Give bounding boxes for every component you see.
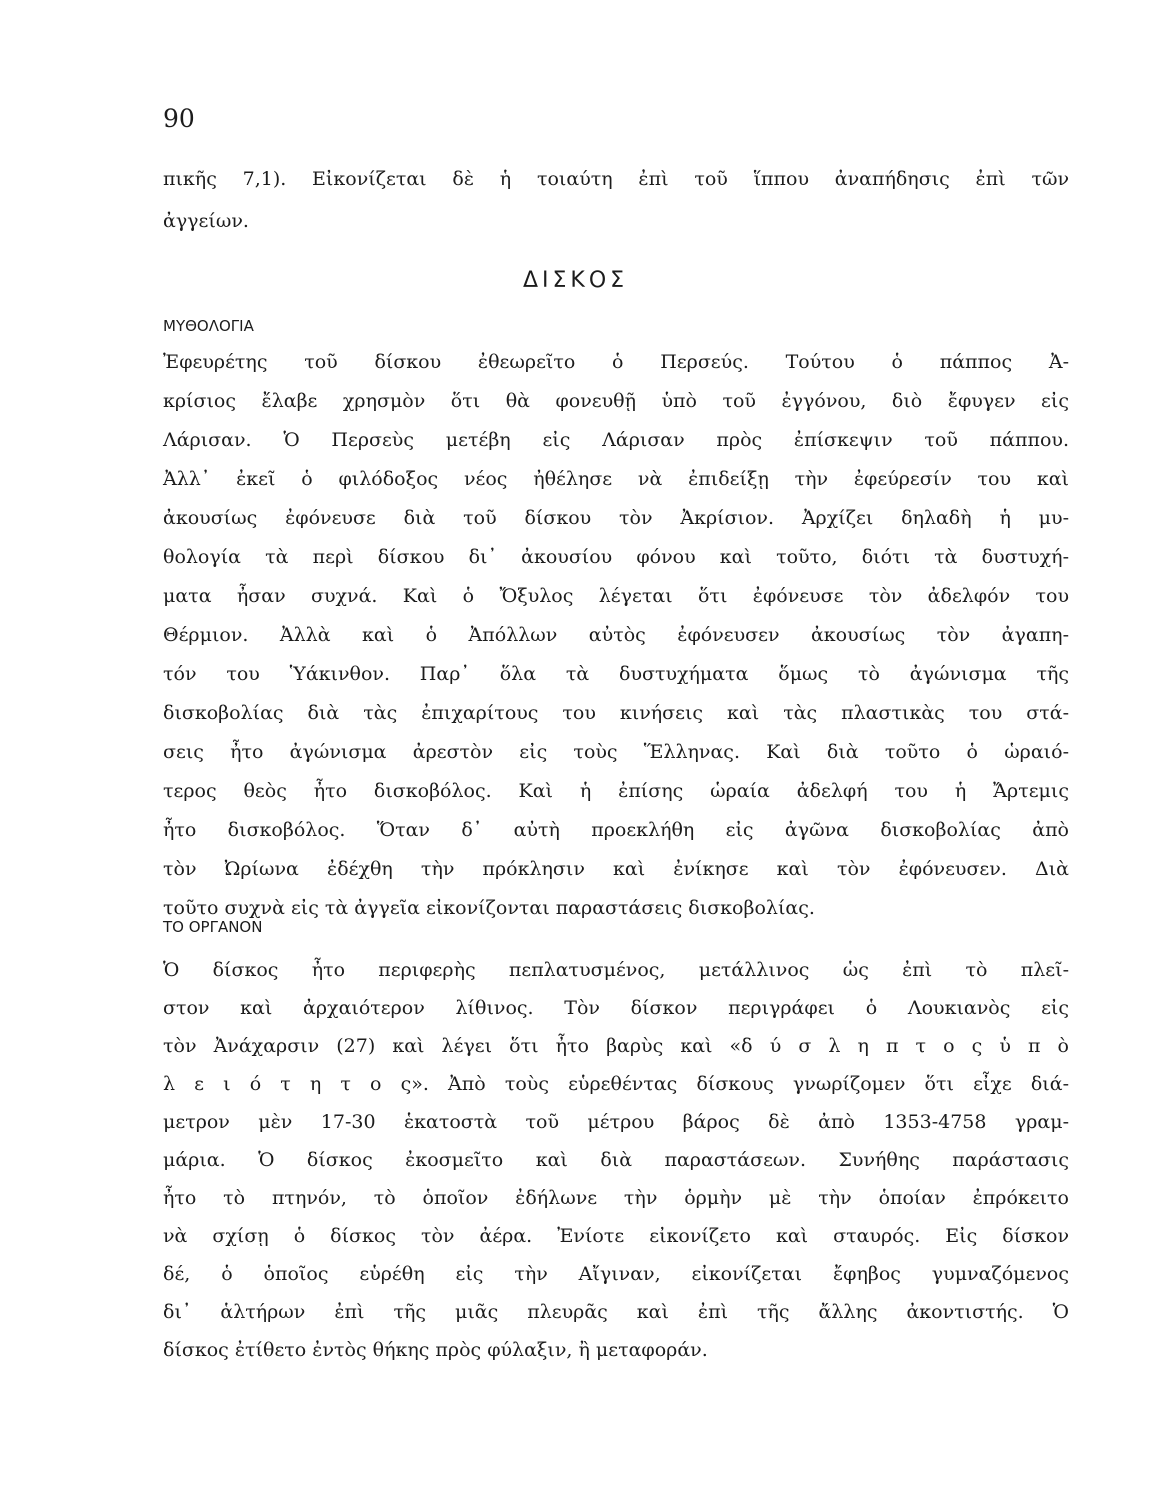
mythology-line-12: τερος θεὸς ἦτο δισκοβόλος. Καὶ ἡ ἐπίσης ὡραία ἀδελφή του ἡ Ἄρτεμις bbox=[163, 780, 1069, 802]
mythology-line-13: ἦτο δισκοβόλος. Ὅταν δ᾽ αὐτὴ προεκλήθη εἰς ἀγῶνα δισκοβολίας ἀπὸ bbox=[163, 819, 1069, 841]
mythology-line-14: τὸν Ὠρίωνα ἐδέχθη τὴν πρόκλησιν καὶ ἐνίκησε καὶ τὸν ἐφόνευσεν. Διὰ bbox=[163, 858, 1069, 880]
instrument-line-9: δέ, ὁ ὁποῖος εὑρέθη εἰς τὴν Αἴγιναν, εἰκονίζεται ἔφηβος γυμναζόμενος bbox=[163, 1263, 1069, 1285]
mythology-line-15: τοῦτο συχνὰ εἰς τὰ ἀγγεῖα εἰκονίζονται παραστάσεις δισκοβολίας. bbox=[163, 897, 815, 919]
mythology-line-2: κρίσιος ἔλαβε χρησμὸν ὅτι θὰ φονευθῇ ὑπὸ τοῦ ἐγγόνου, διὸ ἔφυγεν εἰς bbox=[163, 390, 1069, 412]
mythology-line-8: Θέρμιον. Ἀλλὰ καὶ ὁ Ἀπόλλων αὐτὸς ἐφόνευσεν ἀκουσίως τὸν ἀγαπη- bbox=[163, 624, 1069, 646]
mythology-line-9: τόν του Ὑάκινθον. Παρ᾽ ὅλα τὰ δυστυχήματα ὅμως τὸ ἀγώνισμα τῆς bbox=[163, 663, 1069, 685]
mythology-line-5: ἀκουσίως ἐφόνευσε διὰ τοῦ δίσκου τὸν Ἀκρίσιον. Ἀρχίζει δηλαδὴ ἡ μυ- bbox=[163, 507, 1069, 529]
mythology-line-11: σεις ἦτο ἀγώνισμα ἀρεστὸν εἰς τοὺς Ἕλληνας. Καὶ διὰ τοῦτο ὁ ὡραιό- bbox=[163, 741, 1069, 763]
mythology-line-7: ματα ἦσαν συχνά. Καὶ ὁ Ὄξυλος λέγεται ὅτι ἐφόνευσε τὸν ἀδελφόν του bbox=[163, 585, 1069, 607]
mythology-line-3: Λάρισαν. Ὁ Περσεὺς μετέβη εἰς Λάρισαν πρὸς ἐπίσκεψιν τοῦ πάππου. bbox=[163, 429, 1069, 451]
instrument-line-5: μετρον μὲν 17-30 ἑκατοστὰ τοῦ μέτρου βάρος δὲ ἀπὸ 1353-4758 γραμ- bbox=[163, 1111, 1069, 1133]
section-heading-mythology: ΜΥΘΟΛΟΓΙΑ bbox=[163, 317, 254, 335]
mythology-line-10: δισκοβολίας διὰ τὰς ἐπιχαρίτους του κινήσεις καὶ τὰς πλαστικὰς του στά- bbox=[163, 702, 1069, 724]
mythology-line-4: Ἀλλ᾽ ἐκεῖ ὁ φιλόδοξος νέος ἠθέλησε νὰ ἐπιδείξῃ τὴν ἐφεύρεσίν του καὶ bbox=[163, 468, 1069, 490]
instrument-line-3: τὸν Ἀνάχαρσιν (27) καὶ λέγει ὅτι ἦτο βαρὺς καὶ «δ ύ σ λ η π τ ο ς ὑ π ὸ bbox=[163, 1035, 1069, 1057]
instrument-line-1: Ὁ δίσκος ἦτο περιφερὴς πεπλατυσμένος, μετάλλινος ὡς ἐπὶ τὸ πλεῖ- bbox=[163, 959, 1069, 981]
intro-line-2: ἀγγείων. bbox=[163, 210, 249, 232]
instrument-line-11: δίσκος ἐτίθετο ἐντὸς θήκης πρὸς φύλαξιν, ἢ μεταφοράν. bbox=[163, 1339, 708, 1361]
instrument-line-2: στον καὶ ἀρχαιότερον λίθινος. Τὸν δίσκον περιγράφει ὁ Λουκιανὸς εἰς bbox=[163, 997, 1069, 1019]
intro-line-1: πικῆς 7,1). Εἰκονίζεται δὲ ἡ τοιαύτη ἐπὶ τοῦ ἵππου ἀναπήδησις ἐπὶ τῶν bbox=[163, 168, 1069, 190]
instrument-line-10: δι᾽ ἁλτήρων ἐπὶ τῆς μιᾶς πλευρᾶς καὶ ἐπὶ τῆς ἄλλης ἀκοντιστής. Ὁ bbox=[163, 1301, 1069, 1323]
chapter-title: ΔΙΣΚΟΣ bbox=[522, 268, 629, 293]
instrument-line-7: ἦτο τὸ πτηνόν, τὸ ὁποῖον ἐδήλωνε τὴν ὁρμὴν μὲ τὴν ὁποίαν ἐπρόκειτο bbox=[163, 1187, 1069, 1209]
mythology-line-6: θολογία τὰ περὶ δίσκου δι᾽ ἀκουσίου φόνου καὶ τοῦτο, διότι τὰ δυστυχή- bbox=[163, 546, 1069, 568]
section-heading-instrument: ΤΟ ΟΡΓΑΝΟΝ bbox=[163, 918, 263, 936]
mythology-line-1: Ἐφευρέτης τοῦ δίσκου ἐθεωρεῖτο ὁ Περσεύς. Τούτου ὁ πάππος Ἀ- bbox=[163, 351, 1069, 373]
instrument-line-8: νὰ σχίσῃ ὁ δίσκος τὸν ἀέρα. Ἐνίοτε εἰκονίζετο καὶ σταυρός. Εἰς δίσκον bbox=[163, 1225, 1069, 1247]
instrument-line-6: μάρια. Ὁ δίσκος ἐκοσμεῖτο καὶ διὰ παραστάσεων. Συνήθης παράστασις bbox=[163, 1149, 1069, 1171]
instrument-line-4: λ ε ι ό τ η τ ο ς». Ἀπὸ τοὺς εὑρεθέντας δίσκους γνωρίζομεν ὅτι εἶχε διά- bbox=[163, 1073, 1069, 1095]
page-number: 90 bbox=[163, 104, 195, 133]
